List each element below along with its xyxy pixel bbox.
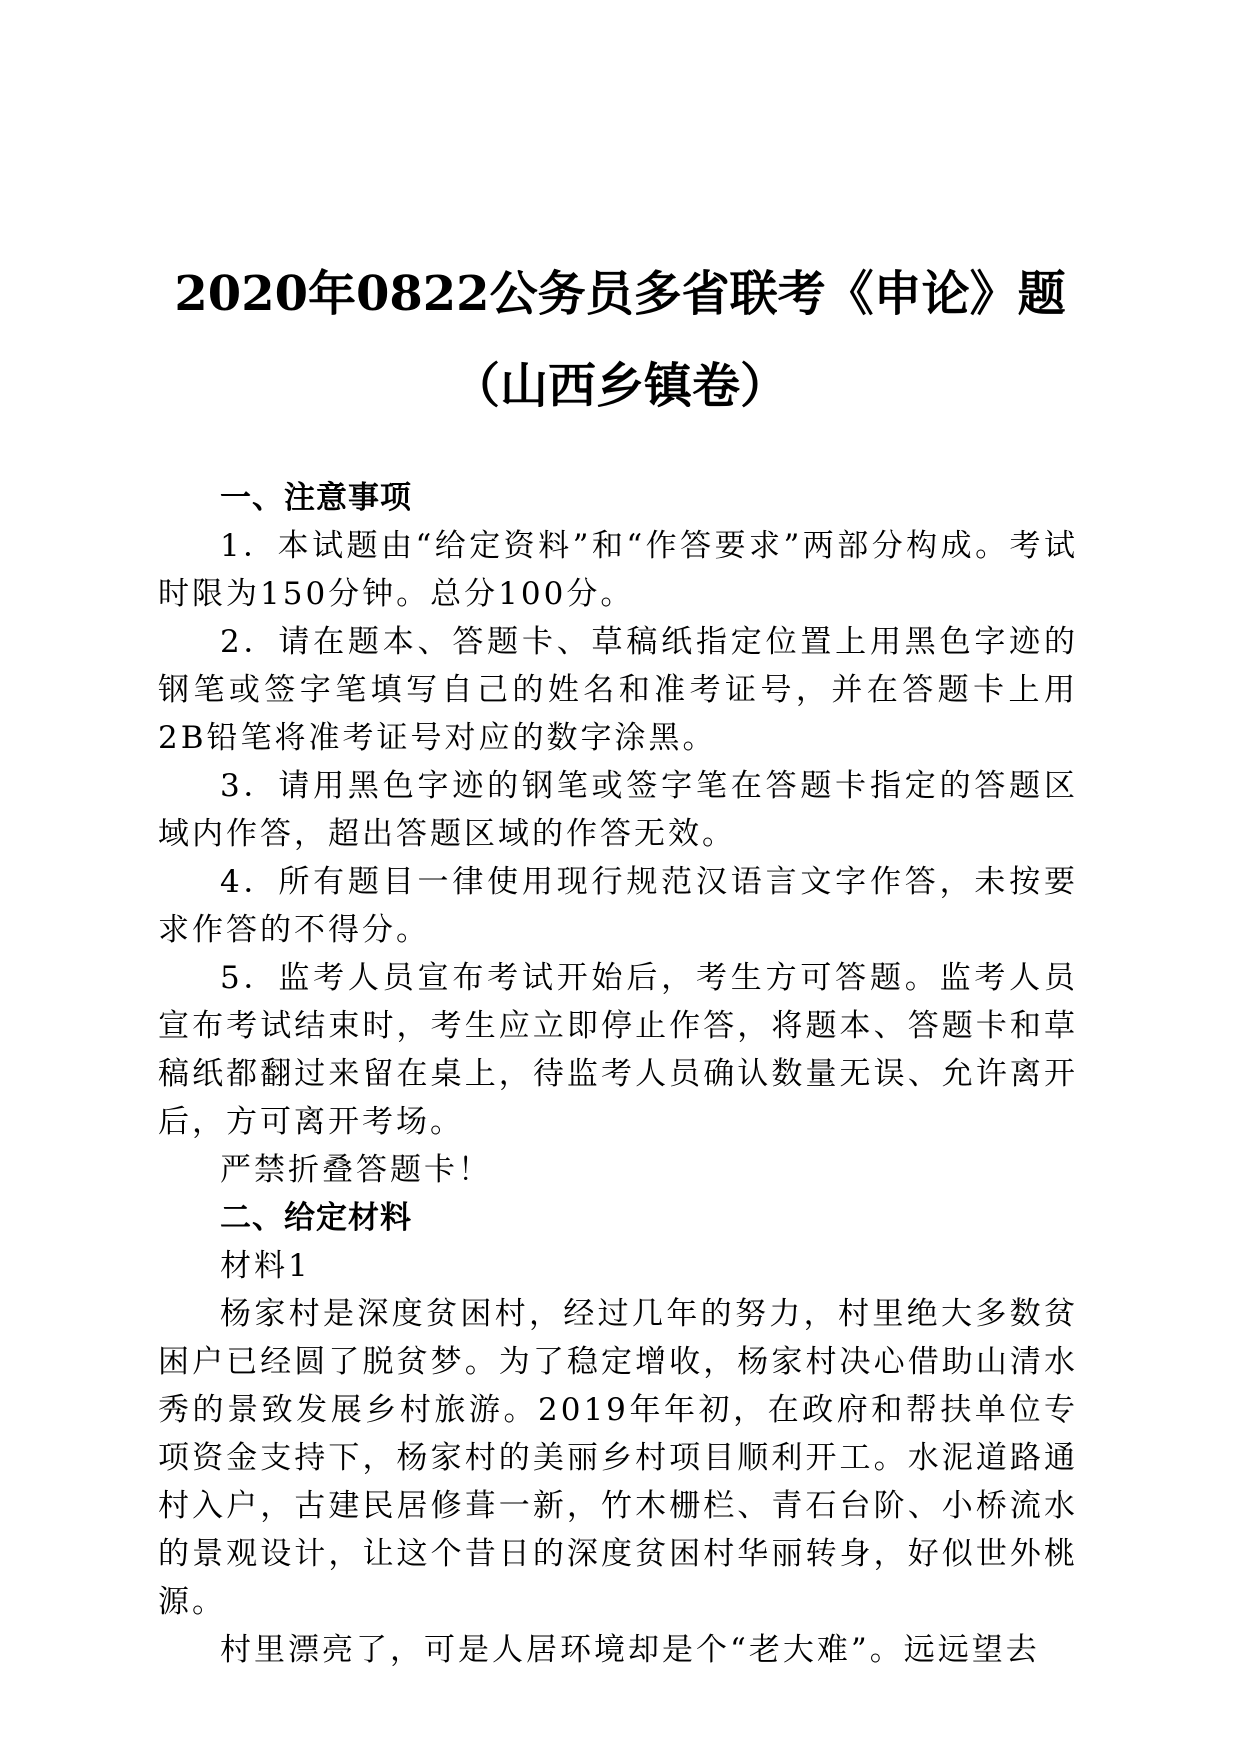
material-paragraph: 村里漂亮了，可是人居环境却是个“老大难”。远远望去 bbox=[220, 1632, 1040, 1668]
notice-item-1: 1．本试题由“给定资料”和“作答要求”两部分构成。考试时限为150分钟。总分100分。 bbox=[158, 528, 1078, 612]
notice-item-3: 3．请用黑色字迹的钢笔或签字笔在答题卡指定的答题区域内作答，超出答题区域的作答无效。 bbox=[158, 768, 1078, 852]
section-heading-materials: 二、给定材料 bbox=[220, 1200, 412, 1236]
material-label: 材料1 bbox=[220, 1248, 311, 1284]
document-title: 2020年0822公务员多省联考《申论》题（山西乡镇卷） bbox=[174, 266, 1066, 414]
notice-warning: 严禁折叠答题卡！ bbox=[220, 1152, 492, 1188]
notice-item-5: 5．监考人员宣布考试开始后，考生方可答题。监考人员宣布考试结束时，考生应立即停止作答，将题本、答题卡和草稿纸都翻过来留在桌上，待监考人员确认数量无误、允许离开后，方可离开考场。 bbox=[158, 960, 1078, 1140]
document-body bbox=[158, 474, 1078, 1674]
notice-item-4: 4．所有题目一律使用现行规范汉语言文字作答，未按要求作答的不得分。 bbox=[158, 864, 1078, 948]
notice-item-2: 2．请在题本、答题卡、草稿纸指定位置上用黑色字迹的钢笔或签字笔填写自己的姓名和准考证号，并在答题卡上用2B铅笔将准考证号对应的数字涂黑。 bbox=[158, 624, 1078, 756]
section-heading-notes: 一、注意事项 bbox=[220, 480, 412, 516]
material-paragraph: 杨家村是深度贫困村，经过几年的努力，村里绝大多数贫困户已经圆了脱贫梦。为了稳定增收，杨家村决心借助山清水秀的景致发展乡村旅游。2019年年初，在政府和帮扶单位专项资金支持下，杨家村的美丽乡村项目顺利开工。水泥道路通村入户，古建民居修葺一新，竹木栅栏、青石台阶、小桥流水的景观设计，让这个昔日的深度贫困村华丽转身，好似世外桃源。 bbox=[158, 1296, 1078, 1620]
